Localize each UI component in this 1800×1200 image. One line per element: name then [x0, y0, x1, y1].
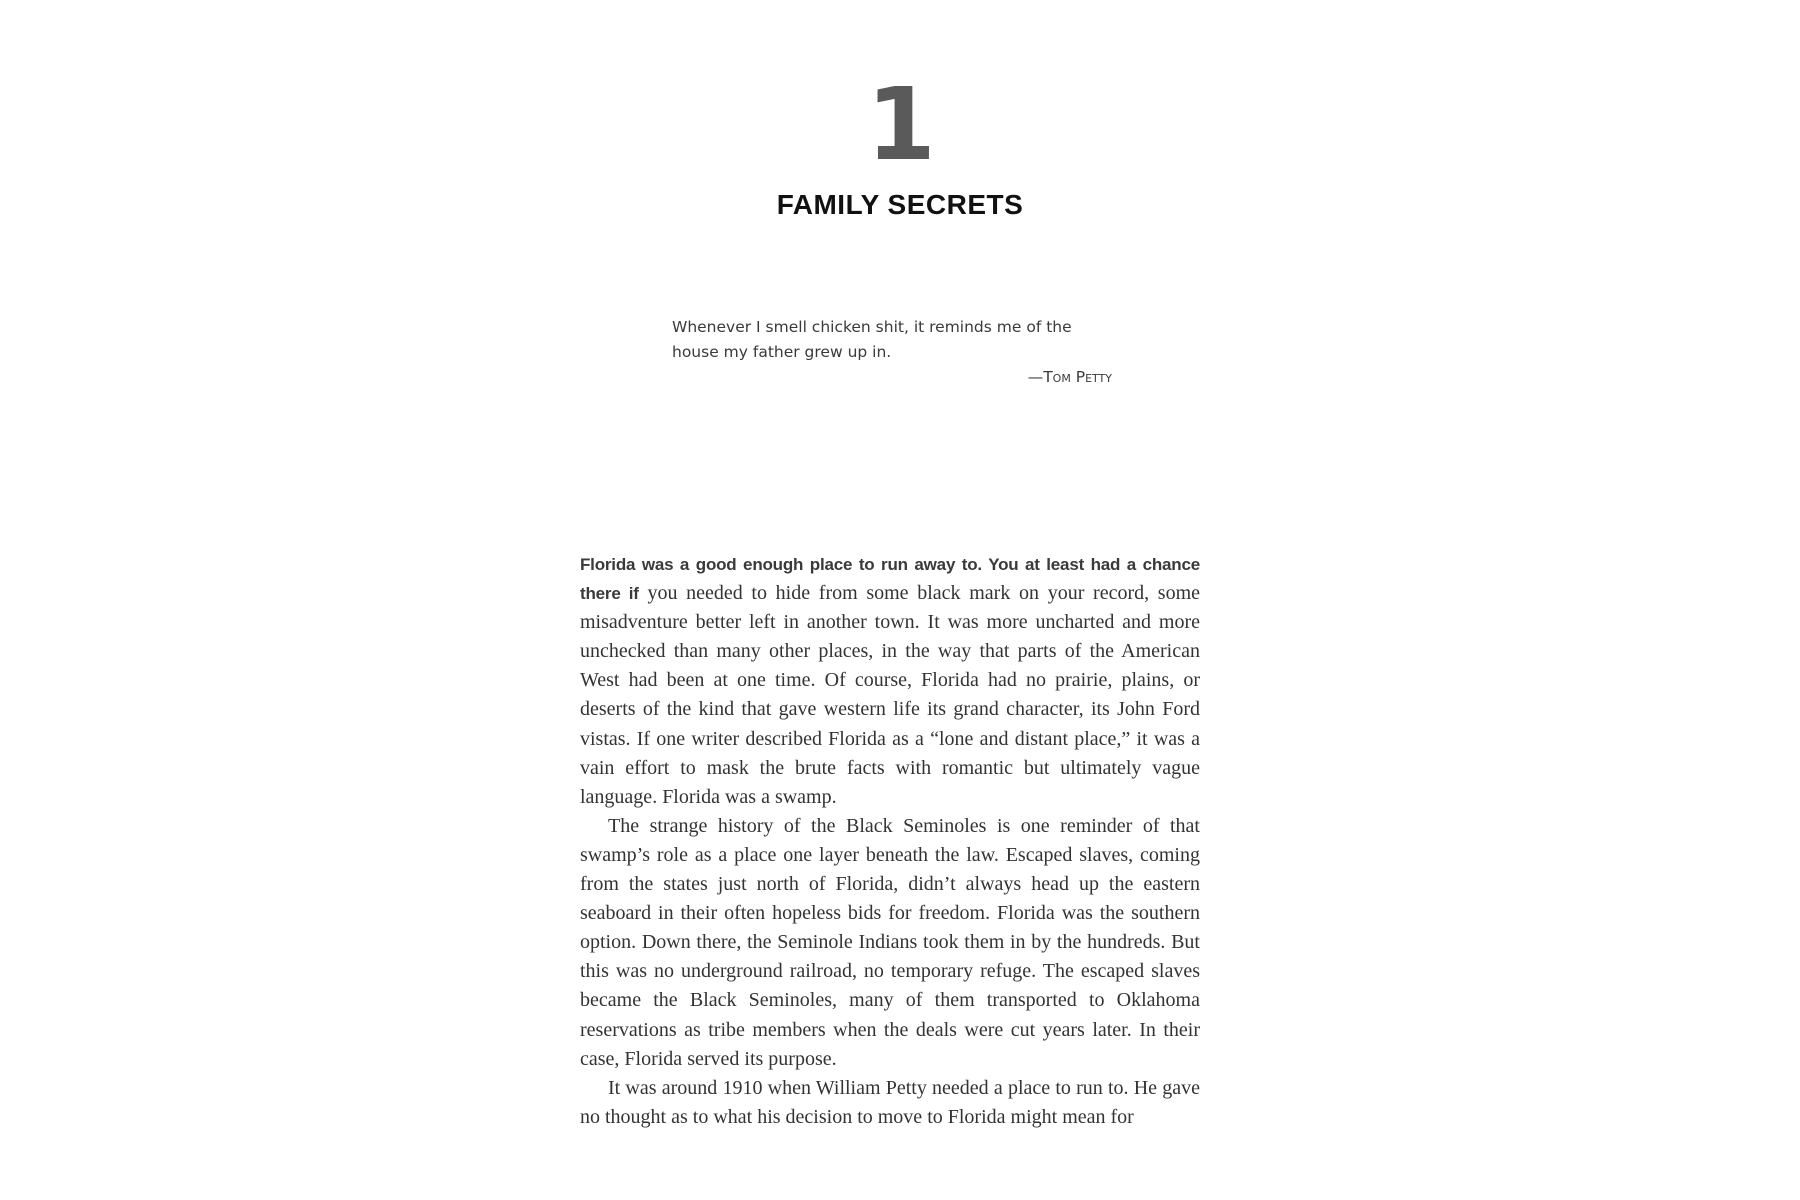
epigraph-attribution: —Tom Petty [1027, 368, 1112, 386]
epigraph-quote: Whenever I smell chicken shit, it reminds me of the house my father grew up in. [672, 318, 1072, 361]
chapter-number: 1 [866, 66, 934, 183]
paragraph: The strange history of the Black Seminoles is one reminder of that swamp’s role as a place one layer beneath the law. Escaped slaves, coming from the states just north of Florida, didn’t always head up the eastern seaboard in their often hopeless bids for freedom. Florida was the southern option. Down there, the Seminole Indians took them in by the hundreds. But this was no underground railroad, no temporary refuge. The escaped slaves became the Black Seminoles, many of them transported to Oklahoma reservations as tribe members when the deals were cut years later. In their case, Florida served its purpose. [580, 814, 1200, 1070]
paragraph-text: you needed to hide from some black mark on your record, some misadventure better left in another town. It was more uncharted and more unchecked than many other places, in the way that parts of the American West had been at one time. Of course, Florida had no prairie, plains, or deserts of the kind that gave western life its grand character, its John Ford vistas. If one writer described Florida as a “lone and distant place,” it was a vain effort to mask the brute facts with romantic but ultimately vague language. Florida was a swamp. [580, 582, 1200, 808]
paragraph [580, 550, 1200, 812]
paragraph: It was around 1910 when William Petty needed a place to run to. He gave no thought as to what his decision to move to Florida might mean for [580, 1076, 1200, 1128]
epigraph [672, 315, 1112, 390]
chapter-title: FAMILY SECRETS [776, 189, 1024, 220]
lead-in: Florida was a good enough place to run away to. You at least had a chance there if [580, 555, 1200, 604]
body-text [580, 550, 1200, 1132]
